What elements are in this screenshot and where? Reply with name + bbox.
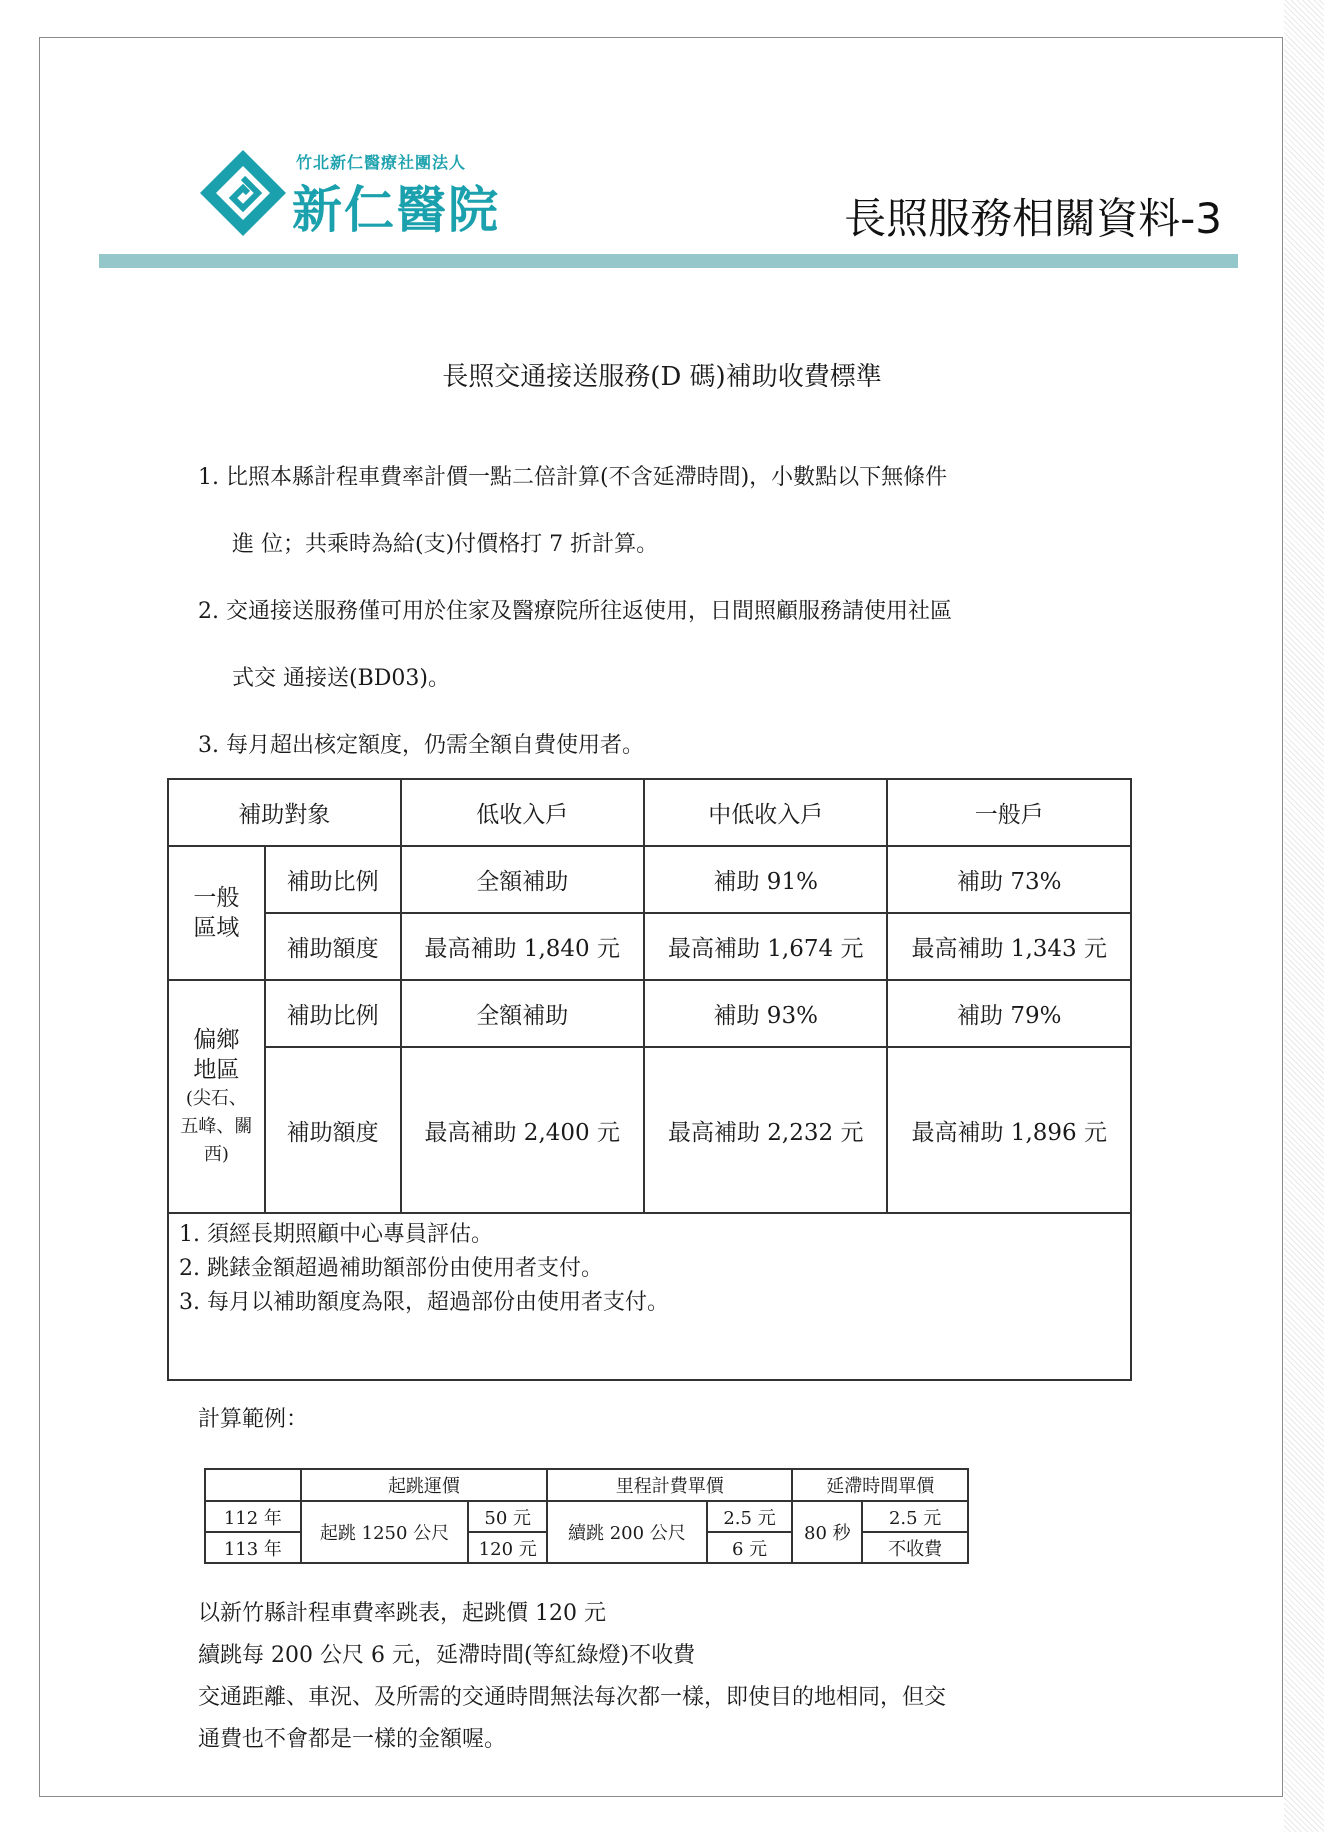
note-item: 1. 須經長期照顧中心專員評估。	[179, 1222, 493, 1247]
rule-line-4: 式交 通接送(BD03)。	[232, 666, 450, 691]
region-cell-general	[168, 846, 265, 980]
table-cell: 補助 73%	[887, 846, 1131, 913]
fare-header-start: 起跳運價	[301, 1469, 547, 1501]
fare-delay-time: 80 秒	[792, 1501, 862, 1563]
region-sub-line: 西)	[203, 1143, 229, 1165]
fare-header-delay: 延滯時間單價	[792, 1469, 968, 1501]
notes-cell	[168, 1213, 1131, 1380]
calc-line-1: 以新竹縣計程車費率跳表，起跳價 120 元	[198, 1601, 606, 1626]
fare-year: 113 年	[205, 1532, 301, 1563]
fare-start-price: 50 元	[468, 1501, 547, 1532]
header-cell-mid-low-income: 中低收入戶	[644, 779, 887, 846]
region-name-line: 偏鄉	[193, 1026, 240, 1053]
header-divider	[99, 254, 1238, 268]
rule-line-5: 3. 每月超出核定額度，仍需全額自費使用者。	[198, 733, 644, 758]
table-cell: 最高補助 2,232 元	[644, 1047, 887, 1213]
table-row	[168, 846, 1131, 913]
region-name-line: 地區	[193, 1056, 240, 1083]
fare-start-price: 120 元	[468, 1532, 547, 1563]
table-cell: 補助 79%	[887, 980, 1131, 1047]
calc-line-2: 續跳每 200 公尺 6 元，延滯時間(等紅綠燈)不收費	[198, 1643, 696, 1668]
fare-year: 112 年	[205, 1501, 301, 1532]
region-name-line: 一般	[193, 885, 240, 911]
table-cell: 全額補助	[401, 846, 644, 913]
hospital-logo-icon	[198, 148, 288, 238]
row-label: 補助比例	[265, 846, 401, 913]
table-cell: 補助 91%	[644, 846, 887, 913]
table-row	[205, 1501, 968, 1532]
table-cell: 最高補助 2,400 元	[401, 1047, 644, 1213]
note-item: 3. 每月以補助額度為限，超過部份由使用者支付。	[179, 1290, 669, 1315]
subsidy-table	[167, 778, 1132, 1381]
region-name-line: 區域	[193, 915, 240, 941]
row-label: 補助額度	[265, 913, 401, 980]
table-row	[168, 913, 1131, 980]
calc-line-4: 通費也不會都是一樣的金額喔。	[198, 1727, 507, 1752]
fare-table	[204, 1468, 969, 1564]
header-cell-general: 一般戶	[887, 779, 1131, 846]
table-cell: 最高補助 1,840 元	[401, 913, 644, 980]
table-header-row	[168, 779, 1131, 846]
fare-mileage-distance: 續跳 200 公尺	[547, 1501, 707, 1563]
header-cell-target: 補助對象	[168, 779, 401, 846]
fare-mileage-price: 2.5 元	[707, 1501, 793, 1532]
rule-line-2: 進 位；共乘時為給(支)付價格打 7 折計算。	[232, 532, 659, 557]
fare-delay-price: 2.5 元	[862, 1501, 968, 1532]
region-cell-remote	[168, 980, 265, 1213]
page-edge-shadow	[1284, 0, 1324, 1832]
fare-header-mileage: 里程計費單價	[547, 1469, 792, 1501]
section-title: 長照交通接送服務(D 碼)補助收費標準	[442, 362, 882, 392]
table-row	[168, 1047, 1131, 1213]
fare-delay-price: 不收費	[862, 1532, 968, 1563]
region-sub-line: (尖石、	[185, 1087, 247, 1109]
fare-start-distance: 起跳 1250 公尺	[301, 1501, 469, 1563]
fare-mileage-price: 6 元	[707, 1532, 793, 1563]
document-title: 長照服務相關資料-3	[844, 194, 1222, 243]
row-label: 補助比例	[265, 980, 401, 1047]
table-notes-row	[168, 1213, 1131, 1380]
fare-header-row	[205, 1469, 968, 1501]
calc-line-3: 交通距離、車況、及所需的交通時間無法每次都一樣，即使目的地相同，但交	[198, 1685, 947, 1710]
note-item: 2. 跳錶金額超過補助額部份由使用者支付。	[179, 1256, 603, 1281]
table-cell: 補助 93%	[644, 980, 887, 1047]
fare-header-empty	[205, 1469, 301, 1501]
header-cell-low-income: 低收入戶	[401, 779, 644, 846]
table-cell: 最高補助 1,343 元	[887, 913, 1131, 980]
table-cell: 最高補助 1,674 元	[644, 913, 887, 980]
table-row	[168, 980, 1131, 1047]
example-label: 計算範例：	[198, 1407, 309, 1432]
table-cell: 全額補助	[401, 980, 644, 1047]
org-name: 竹北新仁醫療社團法人	[296, 153, 467, 172]
table-cell: 最高補助 1,896 元	[887, 1047, 1131, 1213]
region-sub-line: 五峰、關	[180, 1115, 253, 1137]
rule-line-1: 1. 比照本縣計程車費率計價一點二倍計算(不含延滯時間)，小數點以下無條件	[198, 465, 948, 490]
rule-line-3: 2. 交通接送服務僅可用於住家及醫療院所往返使用，日間照顧服務請使用社區	[198, 599, 952, 624]
row-label: 補助額度	[265, 1047, 401, 1213]
hospital-name: 新仁醫院	[292, 181, 500, 239]
